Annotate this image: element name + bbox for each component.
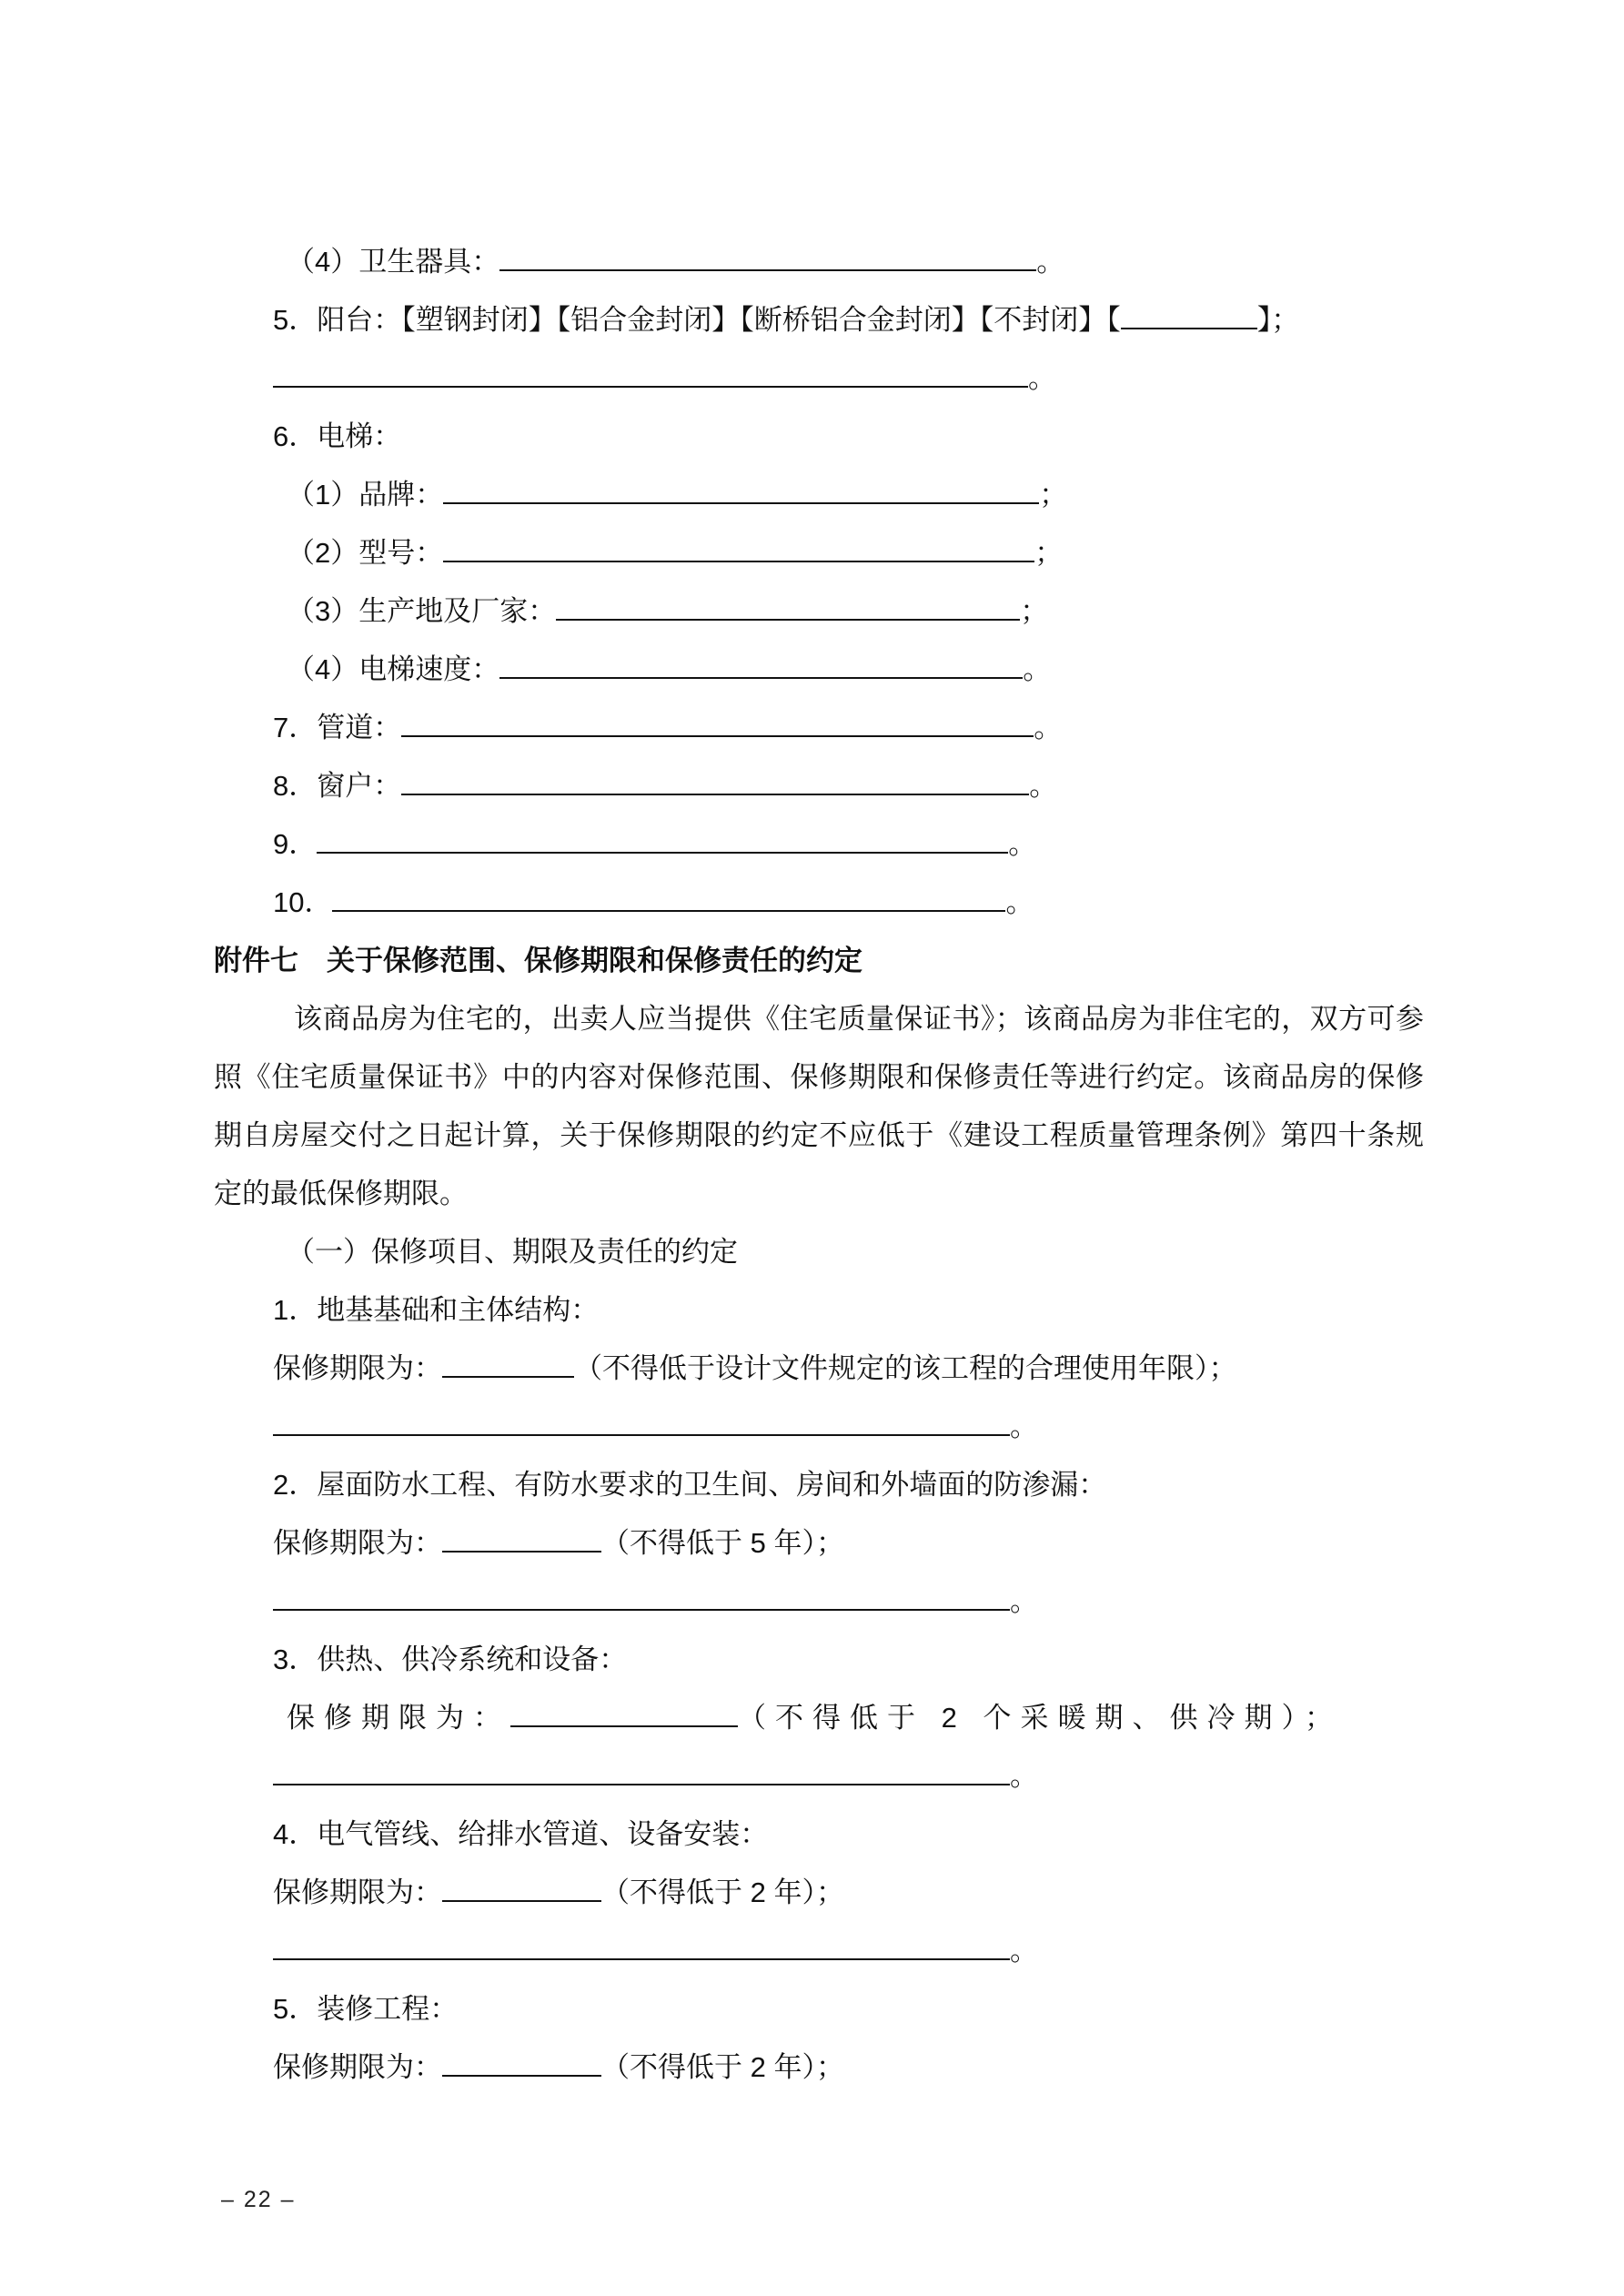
text-run: （不得低于 2 个采暖期、供冷期）； (738, 1702, 1342, 1734)
line-elevator-origin-manufacturer (214, 582, 1424, 641)
text-run: 。 (1008, 828, 1037, 860)
text-run: 8．窗户： (273, 770, 402, 802)
line-elevator-speed (214, 641, 1424, 699)
blank-field (499, 675, 1023, 679)
blank-field (442, 2073, 601, 2077)
text-run: 1．地基基础和主体结构： (273, 1294, 600, 1326)
line-warranty2-title (214, 1456, 1424, 1514)
line-warranty1-title (214, 1281, 1424, 1340)
blank-field (273, 1957, 1010, 1960)
text-run: 9． (273, 828, 318, 860)
blank-field (499, 268, 1036, 271)
text-run: 。 (1010, 1935, 1038, 1967)
line-warranty1-period (214, 1340, 1424, 1398)
blank-field (556, 617, 1020, 621)
line-warranty3-title (214, 1631, 1424, 1689)
text-run: 。 (1029, 770, 1058, 802)
line-warranty2-continuation-blank (214, 1573, 1424, 1631)
line-item6-elevator (214, 408, 1424, 466)
blank-field (273, 384, 1028, 388)
line-section1-heading (214, 1223, 1424, 1281)
line-warranty4-period (214, 1864, 1424, 1922)
text-run: （2）型号： (287, 537, 444, 569)
text-run: 保修期限为： (273, 2051, 442, 2083)
blank-field (332, 908, 1005, 912)
text-run: 10． (273, 886, 333, 918)
blank-field (273, 1432, 1010, 1436)
text-run: 5．装修工程： (273, 1993, 459, 2025)
line-warranty4-continuation-blank (214, 1922, 1424, 1980)
blank-field (510, 1724, 738, 1727)
text-run: 7．管道： (273, 712, 402, 743)
blank-field (273, 1782, 1010, 1785)
text-run: 。 (1028, 362, 1056, 394)
page-number-footer: – 22 – (221, 2187, 296, 2212)
text-run: （4）电梯速度： (287, 653, 500, 685)
text-run: 。 (1023, 653, 1052, 685)
line-warranty4-title (214, 1805, 1424, 1864)
blank-field (1121, 326, 1257, 329)
line-warranty3-period (214, 1689, 1424, 1747)
text-run: 5．阳台：【塑钢封闭】【铝合金封闭】【断桥铝合金封闭】【不封闭】【 (273, 304, 1121, 336)
blank-field (317, 850, 1008, 854)
text-run: 保修期限为： (273, 1527, 442, 1559)
line-elevator-model (214, 524, 1424, 582)
text-run: 。 (1005, 886, 1034, 918)
line-warranty2-period (214, 1514, 1424, 1573)
text-run: 保修期限为： (273, 1352, 442, 1384)
text-run: （不得低于 2 年）； (601, 1876, 844, 1908)
blank-field (443, 559, 1034, 562)
warranty-intro-paragraph: 该商品房为住宅的，出卖人应当提供《住宅质量保证书》；该商品房为非住宅的，双方可参照《住宅质量保证书》中的内容对保修范围、保修期限和保修责任等进行约定。该商品房的保修期自房屋交付之日起计算，关于保修期限的约定不应低于《建设工程质量管理条例》第四十条规定的最低保修期限。 (214, 1003, 1424, 1209)
line-warranty5-period (214, 2038, 1424, 2097)
blank-field (401, 792, 1029, 795)
text-run: （3）生产地及厂家： (287, 595, 557, 627)
text-run: 。 (1010, 1585, 1038, 1617)
text-run: 4．电气管线、给排水管道、设备安装： (273, 1818, 769, 1850)
text-run: ； (1039, 479, 1068, 511)
line-item9-blank (214, 815, 1424, 874)
text-run: （不得低于 2 年）； (601, 2051, 844, 2083)
line-balcony-continuation-blank (214, 349, 1424, 408)
blank-field (442, 1898, 601, 1902)
blank-field (442, 1374, 574, 1378)
text-run: 保修期限为： (287, 1702, 510, 1734)
blank-field (401, 733, 1034, 737)
text-run: （一）保修项目、期限及责任的约定 (287, 1236, 738, 1268)
line-warranty3-continuation-blank (214, 1747, 1424, 1805)
line-elevator-brand (214, 466, 1424, 524)
line-warranty1-continuation-blank (214, 1398, 1424, 1456)
text-run: 。 (1034, 712, 1063, 743)
line-item5-balcony (214, 291, 1424, 349)
blank-field (443, 501, 1039, 504)
text-run: 3．供热、供冷系统和设备： (273, 1644, 628, 1675)
text-run: （不得低于 5 年）； (601, 1527, 844, 1559)
text-run: 附件七 关于保修范围、保修期限和保修责任的约定 (214, 945, 862, 976)
text-run: 。 (1010, 1411, 1038, 1442)
document-body (214, 233, 1424, 2097)
text-run: ； (1034, 537, 1064, 569)
text-run: 2．屋面防水工程、有防水要求的卫生间、房间和外墙面的防渗漏： (273, 1469, 1107, 1501)
line-item4-sanitary-ware (214, 233, 1424, 291)
text-run: 。 (1036, 246, 1065, 278)
line-item8-windows (214, 757, 1424, 815)
attachment7-heading (214, 932, 1424, 990)
text-run: 】； (1256, 304, 1300, 336)
blank-field (442, 1549, 601, 1553)
blank-field (273, 1607, 1010, 1611)
text-run: （不得低于设计文件规定的该工程的合理使用年限）； (574, 1352, 1237, 1384)
text-run: 。 (1010, 1760, 1038, 1792)
line-warranty5-title (214, 1980, 1424, 2038)
line-item10-blank (214, 874, 1424, 932)
text-run: 保修期限为： (273, 1876, 442, 1908)
text-run: （1）品牌： (287, 479, 444, 511)
text-run: （4）卫生器具： (287, 246, 500, 278)
line-item7-pipes (214, 699, 1424, 757)
text-run: ； (1020, 595, 1049, 627)
text-run: 6．电梯： (273, 420, 402, 452)
